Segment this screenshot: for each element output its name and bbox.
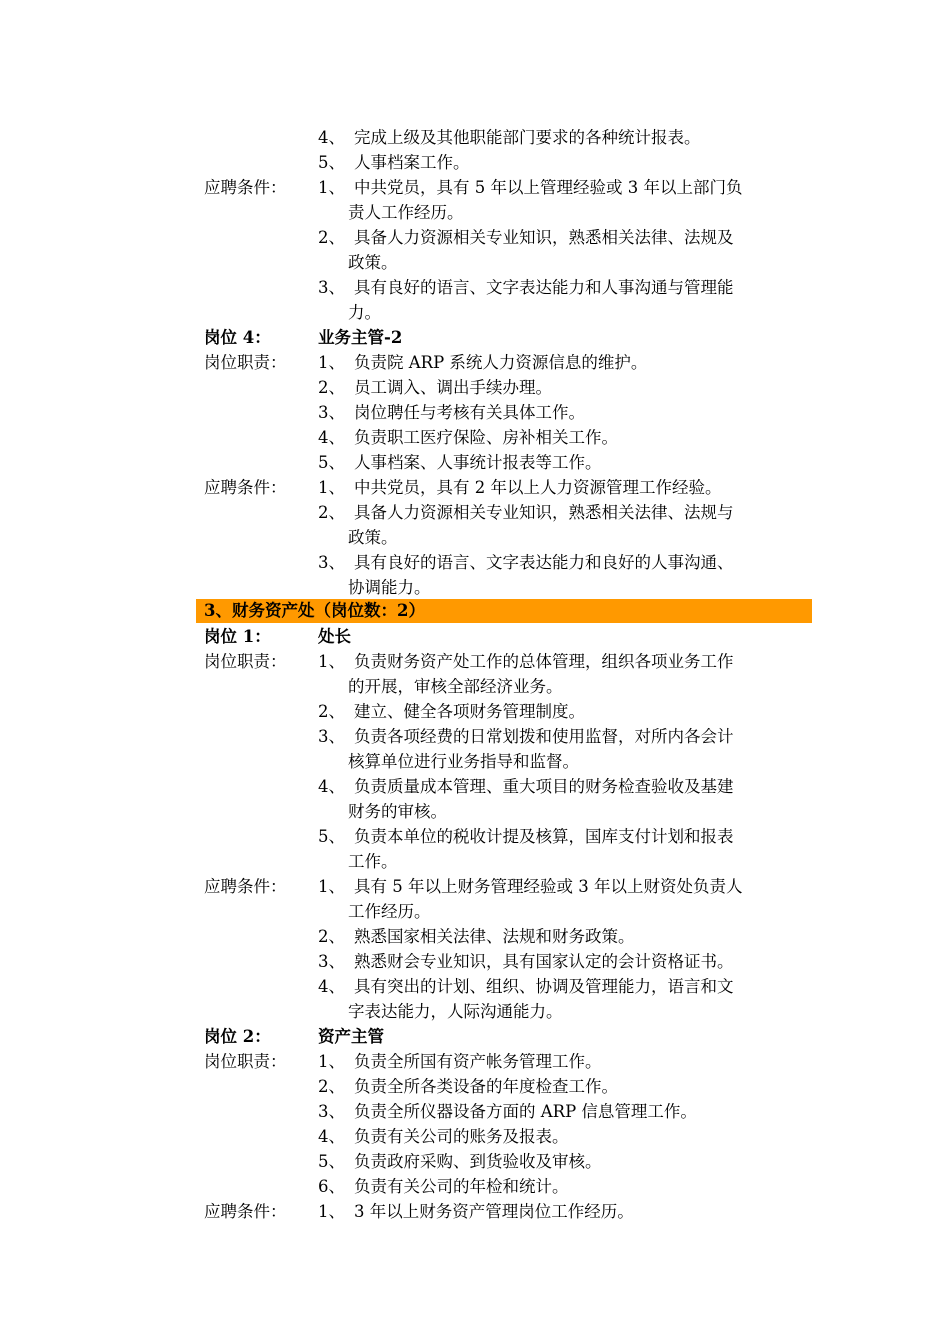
duties-label: 岗位职责： bbox=[204, 353, 287, 372]
item-text: 具有 5 年以上财务管理经验或 3 年以上财资处负责人 bbox=[354, 877, 743, 896]
post-label: 岗位 4： bbox=[204, 328, 271, 347]
item-text: 负责有关公司的账务及报表。 bbox=[354, 1127, 569, 1146]
item-text: 负责职工医疗保险、房补相关工作。 bbox=[354, 428, 618, 447]
requirement-continuation bbox=[204, 525, 812, 550]
item-number: 2、 bbox=[318, 702, 345, 721]
item-number: 4、 bbox=[318, 977, 345, 996]
item-number: 4、 bbox=[318, 428, 345, 447]
item-number: 3、 bbox=[318, 727, 345, 746]
item-number: 5、 bbox=[318, 827, 345, 846]
duty-item bbox=[204, 450, 812, 475]
duty-item bbox=[204, 824, 812, 849]
item-text: 人事档案工作。 bbox=[354, 153, 470, 172]
item-text-continued: 协调能力。 bbox=[348, 578, 431, 597]
item-number: 4、 bbox=[318, 777, 345, 796]
item-number: 2、 bbox=[318, 927, 345, 946]
duty-item bbox=[204, 1099, 812, 1124]
requirement-continuation bbox=[204, 250, 812, 275]
duty-item bbox=[204, 350, 812, 375]
item-text: 完成上级及其他职能部门要求的各种统计报表。 bbox=[354, 128, 701, 147]
duty-item bbox=[204, 1149, 812, 1174]
post-title: 业务主管-2 bbox=[318, 328, 403, 347]
requirement-item bbox=[204, 974, 812, 999]
duties-label: 岗位职责： bbox=[204, 652, 287, 671]
item-number: 2、 bbox=[318, 378, 345, 397]
item-number: 4、 bbox=[318, 1127, 345, 1146]
item-text: 中共党员，具有 5 年以上管理经验或 3 年以上部门负 bbox=[354, 178, 743, 197]
item-text: 负责各项经费的日常划拨和使用监督，对所内各会计 bbox=[354, 727, 734, 746]
duty-item bbox=[204, 1124, 812, 1149]
requirement-item bbox=[204, 949, 812, 974]
item-number: 1、 bbox=[318, 652, 345, 671]
duty-continuation bbox=[204, 749, 812, 774]
item-text-continued: 力。 bbox=[348, 303, 381, 322]
item-text: 负责全所仪器设备方面的 ARP 信息管理工作。 bbox=[354, 1102, 697, 1121]
item-number: 4、 bbox=[318, 128, 345, 147]
item-text-continued: 政策。 bbox=[348, 253, 398, 272]
item-number: 3、 bbox=[318, 1102, 345, 1121]
item-text: 岗位聘任与考核有关具体工作。 bbox=[354, 403, 585, 422]
requirement-item bbox=[204, 500, 812, 525]
item-number: 3、 bbox=[318, 553, 345, 572]
requirements-label: 应聘条件： bbox=[204, 478, 287, 497]
item-number: 3、 bbox=[318, 403, 345, 422]
duty-item bbox=[204, 425, 812, 450]
item-text: 负责本单位的税收计提及核算，国库支付计划和报表 bbox=[354, 827, 734, 846]
item-number: 2、 bbox=[318, 503, 345, 522]
item-text: 中共党员，具有 2 年以上人力资源管理工作经验。 bbox=[354, 478, 722, 497]
item-text-continued: 工作经历。 bbox=[348, 902, 431, 921]
requirement-item bbox=[204, 225, 812, 250]
item-number: 1、 bbox=[318, 478, 345, 497]
requirement-continuation bbox=[204, 200, 812, 225]
duty-item bbox=[204, 150, 812, 175]
post-title: 资产主管 bbox=[318, 1027, 384, 1046]
post-label: 岗位 1： bbox=[204, 627, 271, 646]
item-text: 员工调入、调出手续办理。 bbox=[354, 378, 552, 397]
item-text-continued: 的开展，审核全部经济业务。 bbox=[348, 677, 563, 696]
duty-item bbox=[204, 649, 812, 674]
item-text: 具有突出的计划、组织、协调及管理能力，语言和文 bbox=[354, 977, 734, 996]
duty-item bbox=[204, 1074, 812, 1099]
requirement-item bbox=[204, 475, 812, 500]
post-title: 处长 bbox=[318, 627, 351, 646]
duty-item bbox=[204, 699, 812, 724]
requirements-label: 应聘条件： bbox=[204, 178, 287, 197]
item-text: 具备人力资源相关专业知识，熟悉相关法律、法规及 bbox=[354, 228, 734, 247]
item-text: 负责有关公司的年检和统计。 bbox=[354, 1177, 569, 1196]
item-number: 5、 bbox=[318, 1152, 345, 1171]
item-text: 负责全所各类设备的年度检查工作。 bbox=[354, 1077, 618, 1096]
post-heading bbox=[204, 624, 812, 649]
item-text-continued: 工作。 bbox=[348, 852, 398, 871]
item-text: 负责院 ARP 系统人力资源信息的维护。 bbox=[354, 353, 648, 372]
item-text: 熟悉国家相关法律、法规和财务政策。 bbox=[354, 927, 635, 946]
requirement-continuation bbox=[204, 999, 812, 1024]
requirements-label: 应聘条件： bbox=[204, 1202, 287, 1221]
post-heading bbox=[204, 325, 812, 350]
item-text: 建立、健全各项财务管理制度。 bbox=[354, 702, 585, 721]
section-heading-text: 3、财务资产处（岗位数：2） bbox=[204, 601, 425, 620]
duty-continuation bbox=[204, 849, 812, 874]
requirement-item bbox=[204, 175, 812, 200]
duty-item bbox=[204, 774, 812, 799]
item-text-continued: 责人工作经历。 bbox=[348, 203, 464, 222]
duty-item bbox=[204, 1174, 812, 1199]
item-number: 1、 bbox=[318, 353, 345, 372]
requirements-label: 应聘条件： bbox=[204, 877, 287, 896]
duties-label: 岗位职责： bbox=[204, 1052, 287, 1071]
post-label: 岗位 2： bbox=[204, 1027, 271, 1046]
item-text: 负责财务资产处工作的总体管理，组织各项业务工作 bbox=[354, 652, 734, 671]
duty-continuation bbox=[204, 674, 812, 699]
item-text: 具备人力资源相关专业知识，熟悉相关法律、法规与 bbox=[354, 503, 734, 522]
requirement-item bbox=[204, 874, 812, 899]
post-heading bbox=[204, 1024, 812, 1049]
duty-item bbox=[204, 125, 812, 150]
item-number: 1、 bbox=[318, 877, 345, 896]
item-text: 负责全所国有资产帐务管理工作。 bbox=[354, 1052, 602, 1071]
item-number: 2、 bbox=[318, 1077, 345, 1096]
requirement-continuation bbox=[204, 899, 812, 924]
item-number: 3、 bbox=[318, 952, 345, 971]
item-text-continued: 财务的审核。 bbox=[348, 802, 447, 821]
item-number: 6、 bbox=[318, 1177, 345, 1196]
duty-continuation bbox=[204, 799, 812, 824]
item-number: 2、 bbox=[318, 228, 345, 247]
item-text: 熟悉财会专业知识，具有国家认定的会计资格证书。 bbox=[354, 952, 734, 971]
item-text: 具有良好的语言、文字表达能力和人事沟通与管理能 bbox=[354, 278, 734, 297]
item-text: 3 年以上财务资产管理岗位工作经历。 bbox=[354, 1202, 634, 1221]
item-text: 具有良好的语言、文字表达能力和良好的人事沟通、 bbox=[354, 553, 734, 572]
item-text: 人事档案、人事统计报表等工作。 bbox=[354, 453, 602, 472]
item-number: 1、 bbox=[318, 178, 345, 197]
requirement-item bbox=[204, 924, 812, 949]
item-text-continued: 核算单位进行业务指导和监督。 bbox=[348, 752, 579, 771]
duty-item bbox=[204, 1049, 812, 1074]
item-number: 5、 bbox=[318, 153, 345, 172]
duty-item bbox=[204, 375, 812, 400]
item-text-continued: 字表达能力，人际沟通能力。 bbox=[348, 1002, 563, 1021]
item-text: 负责政府采购、到货验收及审核。 bbox=[354, 1152, 602, 1171]
item-number: 1、 bbox=[318, 1202, 345, 1221]
duty-item bbox=[204, 724, 812, 749]
item-text: 负责质量成本管理、重大项目的财务检查验收及基建 bbox=[354, 777, 734, 796]
item-text-continued: 政策。 bbox=[348, 528, 398, 547]
section-heading bbox=[196, 599, 812, 623]
requirement-item bbox=[204, 275, 812, 300]
requirement-continuation bbox=[204, 300, 812, 325]
requirement-continuation bbox=[204, 575, 812, 600]
duty-item bbox=[204, 400, 812, 425]
requirement-item bbox=[204, 550, 812, 575]
item-number: 3、 bbox=[318, 278, 345, 297]
item-number: 1、 bbox=[318, 1052, 345, 1071]
requirement-item bbox=[204, 1199, 812, 1224]
item-number: 5、 bbox=[318, 453, 345, 472]
